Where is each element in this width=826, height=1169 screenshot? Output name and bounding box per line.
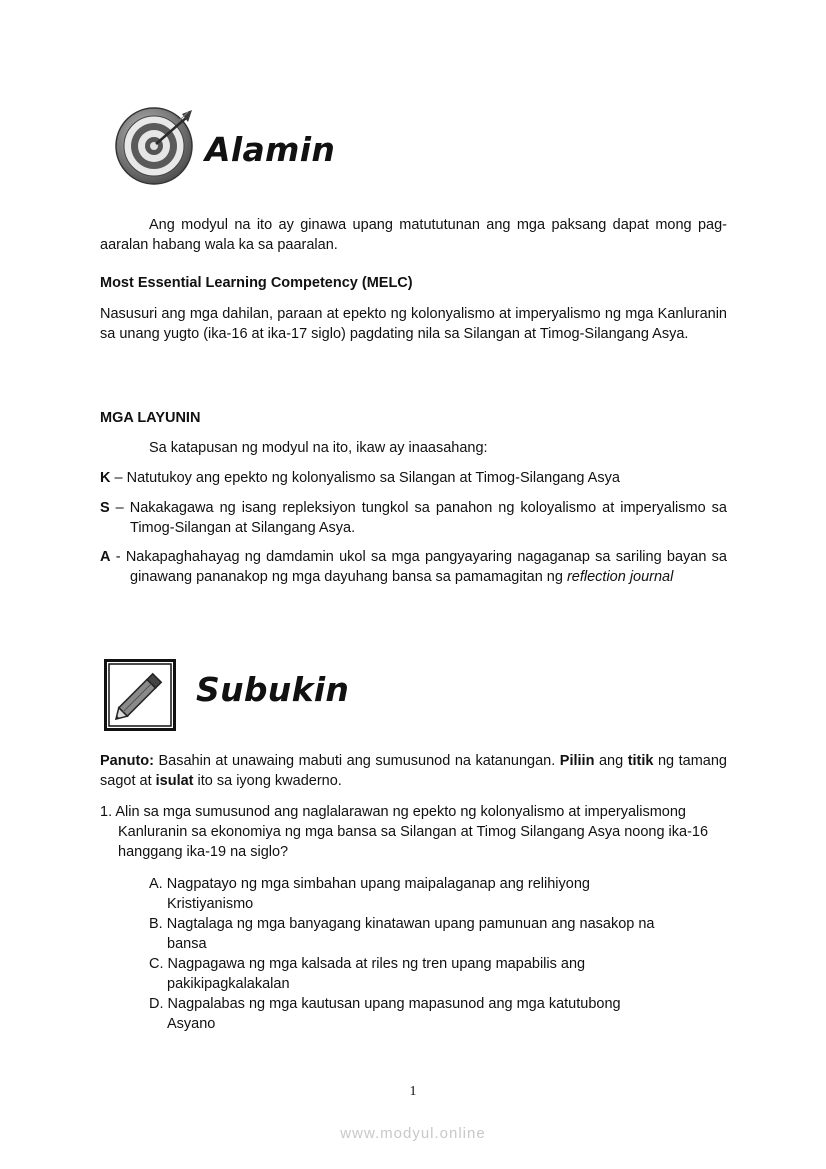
objective-k (100, 468, 727, 488)
objective-sep: – (110, 470, 127, 486)
intro-paragraph: Ang modyul na ito ay ginawa upang matututunan ang mga paksang dapat mong pag-aaralan habang wala ka sa paaralan. (100, 217, 727, 253)
choice-letter: C. (149, 956, 164, 972)
objective-letter: K (100, 470, 111, 486)
choice-letter: A. (149, 876, 163, 892)
target-icon (114, 106, 194, 186)
layunin-intro: Sa katapusan ng modyul na ito, ikaw ay inaasahang: (149, 440, 488, 456)
objective-text: Nakapaghahayag ng damdamin ukol sa mga pangyayaring nagaganap sa sariling bayan sa ginawang pananakop ng mga dayuhang bansa sa pamamagitan ng (125, 549, 727, 585)
objective-letter: A (100, 549, 111, 565)
objective-letter: S (100, 500, 110, 516)
panuto-text: Basahin at unawaing mabuti ang sumusunod na katanungan. (153, 753, 560, 769)
objective-sep: - (110, 549, 126, 565)
panuto-text: ang (594, 753, 628, 769)
panuto-bold: titik (627, 753, 654, 769)
choice-b (149, 914, 729, 954)
choice-text-cont: bansa (167, 936, 207, 952)
melc-heading: Most Essential Learning Competency (MELC) (100, 275, 413, 291)
section-title-subukin: Subukin (196, 670, 350, 709)
choice-a (149, 874, 729, 914)
panuto-bold: Piliin (559, 753, 595, 769)
panuto-instructions (100, 751, 727, 791)
choice-letter: B. (149, 916, 163, 932)
layunin-heading: MGA LAYUNIN (100, 410, 201, 426)
pencil-icon (104, 659, 176, 731)
objective-text: Nakakagawa ng isang repleksiyon tungkol sa panahon ng koloyalismo at imperyalismo sa Timog-Silangan at Silangang Asya. (129, 500, 727, 536)
choice-c (149, 954, 729, 994)
objective-italic: reflection journal (566, 569, 674, 585)
choice-text: Nagpagawa ng mga kalsada at riles ng tren upang mapabilis ang (167, 956, 586, 972)
objective-text: Natutukoy ang epekto ng kolonyalismo sa Silangan at Timog-Silangang Asya (126, 470, 620, 486)
section-title-alamin: Alamin (205, 130, 336, 169)
melc-text: Nasusuri ang mga dahilan, paraan at epekto ng kolonyalismo at imperyalismo ng mga Kanluranin sa unang yugto (ika-16 at ika-17 siglo) pagdating nila sa Silangan at Timog-Silangang Asya. (100, 306, 727, 342)
choice-text: Nagpatayo ng mga simbahan upang maipalaganap ang relihiyong (166, 876, 590, 892)
question-1 (100, 802, 727, 862)
panuto-label: Panuto: (100, 753, 154, 769)
panuto-bold: isulat (155, 773, 194, 789)
question-text: Alin sa mga sumusunod ang naglalarawan ng epekto ng kolonyalismo at imperyalismong Kanluranin sa ekonomiya ng mga bansa sa Silangan at Timog Silangang Asya noong ika-16 hanggang ika-19 na siglo? (115, 804, 709, 860)
choice-text: Nagpalabas ng mga kautusan upang mapasunod ang mga katutubong (167, 996, 621, 1012)
objective-sep: – (109, 500, 130, 516)
choice-text-cont: pakikipagkalakalan (167, 976, 290, 992)
objective-s (100, 498, 727, 538)
objective-a (100, 547, 727, 587)
choice-text-cont: Kristiyanismo (167, 896, 254, 912)
choice-text: Nagtalaga ng mga banyagang kinatawan upang pamunuan ang nasakop na (166, 916, 655, 932)
question-number: 1. (100, 804, 113, 820)
page-number: 1 (409, 1084, 417, 1099)
choice-d (149, 994, 729, 1034)
watermark: www.modyul.online (340, 1125, 486, 1142)
panuto-text: ito sa iyong kwaderno. (193, 773, 342, 789)
choice-letter: D. (149, 996, 164, 1012)
choice-text-cont: Asyano (167, 1016, 216, 1032)
panuto-text: ng tamang sagot at (100, 753, 727, 789)
